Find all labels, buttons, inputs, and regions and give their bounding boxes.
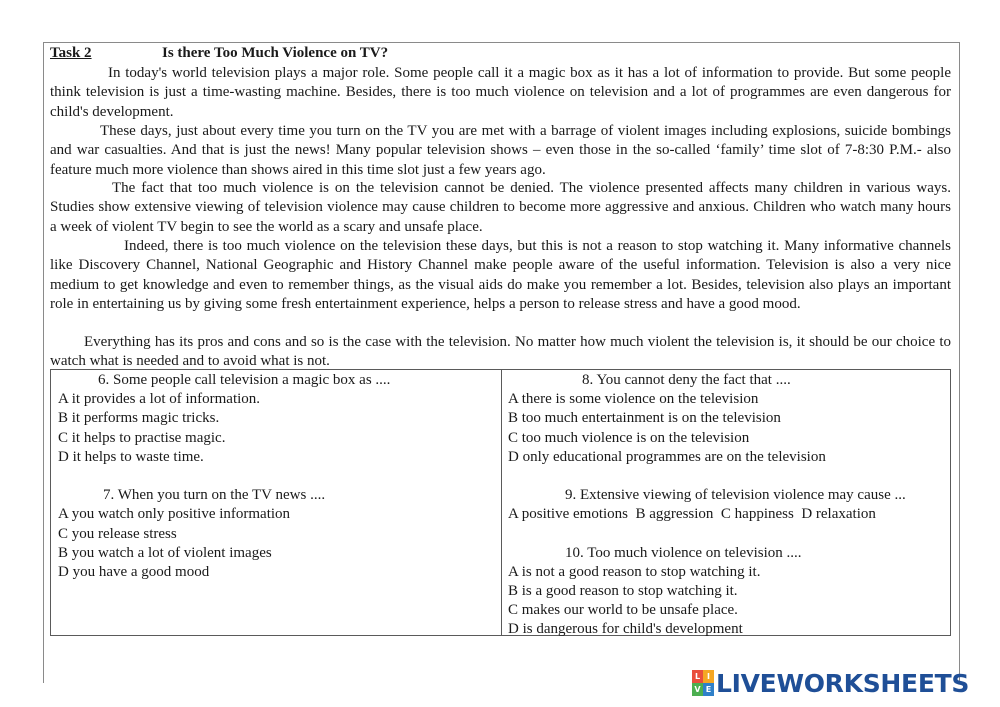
task-heading	[50, 45, 389, 62]
option-6a[interactable]: A it provides a lot of information.	[58, 391, 261, 408]
paragraph-3: The fact that too much violence is on the television cannot be denied. The violence presented affects many children in various ways. Studies show extensive viewing of television violence may cause children to become more aggressive and anxious. Children who watch many hours a week of violent TV begin to see the world as a scary and unsafe place.	[50, 180, 951, 235]
question-6: 6. Some people call television a magic box as ....	[98, 372, 391, 388]
option-8a[interactable]: A there is some violence on the television	[508, 391, 759, 408]
questions-right-column	[508, 371, 948, 640]
logo-tile-i: I	[703, 670, 714, 683]
paragraph-2: These days, just about every time you turn on the TV you are met with a barrage of violent images including explosions, suicide bombings and war casualties. And that is just the news! Many popular television shows – even those in the so-called ‘family’ time slot of 7-8:30 P.M.- also feature much more violence than shows aired in this time slot just a few years ago.	[50, 123, 951, 178]
liveworksheets-logo[interactable]	[692, 667, 969, 699]
option-9-row[interactable]: A positive emotions B aggression C happiness D relaxation	[508, 506, 876, 523]
option-10c[interactable]: C makes our world to be unsafe place.	[508, 602, 738, 619]
option-10b[interactable]: B is a good reason to stop watching it.	[508, 583, 738, 600]
task-label: Task 2	[50, 45, 92, 61]
column-divider	[501, 370, 502, 635]
paragraph-4: Indeed, there is too much violence on the television these days, but this is not a reason to stop watching it. Many informative channels like Discovery Channel, National Geographic and History Channel make people aware of the useful information. Television is also a very nice medium to get knowledge and even to remember things, as the visual aids do make you remember a lot. Besides, television also plays an important role in entertaining us by giving some fresh entertainment experience, helps a person to release stress and have a good mood.	[50, 238, 951, 312]
questions-left-column	[58, 371, 496, 582]
option-8c[interactable]: C too much violence is on the television	[508, 429, 750, 446]
paragraph-1: In today's world television plays a major role. Some people call it a magic box as it has a lot of information to provide. But some people think television is just a time-wasting machine. Besides, there is too much violence on television and a lot of programmes are even dangerous for child's development.	[50, 65, 951, 120]
option-10a[interactable]: A is not a good reason to stop watching it.	[508, 563, 761, 580]
option-6c[interactable]: C it helps to practise magic.	[58, 429, 226, 446]
logo-text: LIVEWORKSHEETS	[716, 668, 970, 698]
option-8b[interactable]: B too much entertainment is on the television	[508, 410, 781, 427]
logo-tile-v: V	[692, 683, 703, 696]
liveworksheets-icon	[692, 670, 714, 696]
question-7: 7. When you turn on the TV news ....	[103, 487, 326, 504]
logo-tile-e: E	[703, 683, 714, 696]
option-7d[interactable]: D you have a good mood	[58, 563, 210, 580]
worksheet-page	[43, 42, 960, 683]
paragraph-5: Everything has its pros and cons and so is the case with the television. No matter how much violent the television is, it should be our choice to watch what is needed and to avoid what is not.	[50, 334, 951, 370]
option-7a[interactable]: A you watch only positive information	[58, 506, 291, 523]
option-6b[interactable]: B it performs magic tricks.	[58, 410, 220, 427]
option-8d[interactable]: D only educational programmes are on the television	[508, 448, 826, 465]
task-title: Is there Too Much Violence on TV?	[162, 45, 389, 61]
question-9: 9. Extensive viewing of television violence may cause ...	[565, 487, 906, 504]
question-10: 10. Too much violence on television ....	[565, 544, 802, 561]
questions-table	[50, 369, 951, 636]
option-7b[interactable]: B you watch a lot of violent images	[58, 544, 272, 561]
option-6d[interactable]: D it helps to waste time.	[58, 448, 204, 465]
logo-tile-l: L	[692, 670, 703, 683]
question-8: 8. You cannot deny the fact that ....	[582, 372, 791, 388]
option-7c[interactable]: C you release stress	[58, 525, 177, 542]
option-10d[interactable]: D is dangerous for child's development	[508, 621, 743, 638]
